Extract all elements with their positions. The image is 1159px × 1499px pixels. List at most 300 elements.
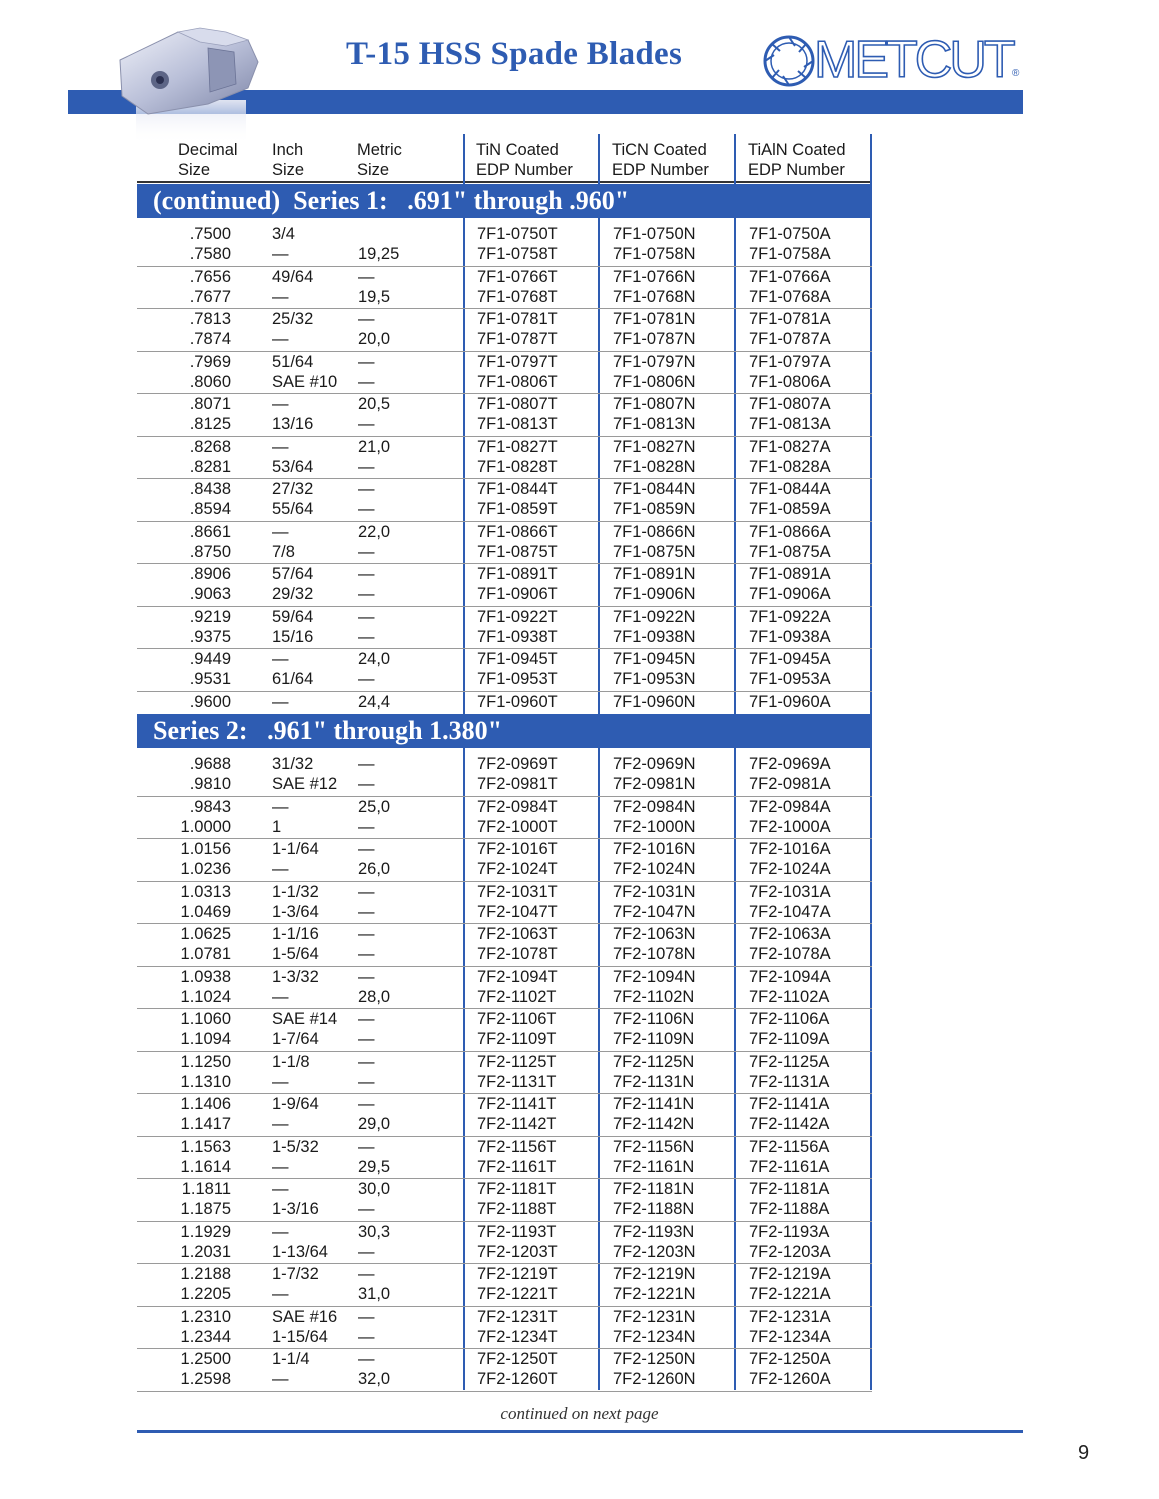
inch-size: 29/32 [272,585,314,603]
tin-edp: 7F2-1031T [477,882,558,901]
inch-size: 1-1/16 [272,925,319,943]
inch-size: 1-3/64 [272,902,319,921]
metric-size: — [358,627,375,646]
series-1-label: (continued) Series 1: .691" through .960" [153,186,630,215]
tialn-edp: 7F1-0797A [749,352,831,371]
inch-size: 7/8 [272,542,295,561]
metric-size: 28,0 [358,987,391,1006]
inch-size: SAE #14 [272,1010,338,1028]
ticn-edp: 7F2-1231N [613,1307,696,1326]
table-row [137,267,872,287]
table-row [137,924,872,944]
decimal-size: 1.0000 [180,817,231,836]
decimal-size: 1.0781 [180,945,231,963]
inch-size: — [272,650,289,668]
row-group [137,1009,872,1052]
inch-size: 1-1/32 [272,882,319,901]
inch-size: 1-3/16 [272,1200,319,1218]
decimal-size: 1.1417 [180,1115,231,1133]
ticn-edp: 7F2-1142N [613,1115,695,1133]
inch-size: — [272,522,289,541]
metric-size: — [358,1072,375,1091]
tialn-edp: 7F2-1109A [749,1030,830,1048]
ticn-edp: 7F2-1141N [613,1095,695,1113]
inch-size: 1-5/64 [272,945,319,963]
ticn-edp: 7F1-0827N [613,437,696,456]
decimal-size: 1.1875 [180,1200,231,1218]
tialn-edp: 7F2-0984A [749,797,831,816]
metric-size: — [358,1095,375,1113]
ticn-edp: 7F1-0797N [613,352,696,371]
metric-size: — [358,1052,375,1071]
row-group [137,649,872,692]
tialn-edp: 7F2-1231A [749,1307,831,1326]
inch-size: 53/64 [272,457,314,476]
tialn-edp: 7F2-1161A [749,1157,830,1176]
inch-size: 1-1/64 [272,840,319,858]
inch-size: — [272,1370,289,1388]
col-header-decimal: Decimal Size [178,141,238,179]
tialn-edp: 7F2-1131A [749,1072,830,1091]
tialn-edp: 7F1-0953A [749,670,831,688]
ticn-edp: 7F1-0828N [613,457,696,476]
tin-edp: 7F2-1181T [477,1180,557,1198]
tin-edp: 7F1-0938T [477,627,558,646]
row-group [137,882,872,925]
metric-size: — [358,817,375,836]
table-row [137,774,872,794]
ticn-edp: 7F1-0866N [613,522,696,541]
table-row [137,902,872,922]
decimal-size: 1.2188 [180,1265,231,1283]
ticn-edp: 7F1-0750N [613,225,696,243]
row-group [137,479,872,522]
decimal-size: 1.0236 [180,860,231,878]
inch-size: — [272,287,289,306]
ticn-edp: 7F2-1106N [613,1010,695,1028]
table-row [137,437,872,457]
tialn-edp: 7F2-1102A [749,987,830,1006]
ticn-edp: 7F2-0969N [613,755,696,773]
table-row [137,882,872,902]
inch-size: 13/16 [272,415,314,433]
inch-size: — [272,245,289,263]
decimal-size: 1.2598 [180,1370,231,1388]
tin-edp: 7F2-1078T [477,945,558,963]
ticn-edp: 7F2-1181N [613,1180,695,1198]
row-group [137,839,872,882]
metric-size: — [358,372,375,391]
decimal-size: 1.1094 [180,1030,231,1048]
ticn-edp: 7F1-0859N [613,500,696,518]
inch-size: — [272,797,289,816]
tin-edp: 7F1-0866T [477,522,558,541]
decimal-size: .9219 [189,607,231,626]
ticn-edp: 7F2-1063N [613,925,696,943]
row-group [137,1349,872,1392]
metric-size: — [358,1307,375,1326]
table-row [137,1029,872,1049]
table-row [137,564,872,584]
decimal-size: 1.1563 [180,1137,231,1156]
table-row [137,817,872,837]
ticn-edp: 7F1-0787N [613,330,696,348]
inch-size: — [272,692,289,711]
tialn-edp: 7F1-0875A [749,542,831,561]
ticn-edp: 7F2-1125N [613,1052,695,1071]
ticn-edp: 7F2-1094N [613,967,696,986]
decimal-size: 1.1811 [181,1180,231,1198]
table-row [137,607,872,627]
tialn-edp: 7F1-0828A [749,457,831,476]
ticn-edp: 7F1-0844N [613,480,696,498]
series-2-label: Series 2: .961" through 1.380" [153,716,503,745]
tin-edp: 7F2-1094T [477,967,558,986]
decimal-size: .7813 [189,310,231,328]
metric-size: — [358,1030,375,1048]
decimal-size: 1.2031 [180,1242,231,1261]
inch-size: 1-1/4 [272,1350,310,1368]
inch-size: — [272,330,289,348]
tin-edp: 7F2-1234T [477,1327,558,1346]
ticn-edp: 7F2-1102N [613,987,695,1006]
tin-edp: 7F1-0891T [477,565,558,583]
table-row [137,499,872,519]
table-row [137,414,872,434]
table-row [137,669,872,689]
tialn-edp: 7F2-0981A [749,775,831,793]
metric-size: — [358,882,375,901]
table-row [137,244,872,264]
metric-size: — [358,480,375,498]
ticn-edp: 7F2-1221N [613,1285,696,1303]
tialn-edp: 7F2-0969A [749,755,831,773]
inch-size: 1 [272,817,282,836]
registered-mark: ® [1012,68,1020,79]
row-group [137,1222,872,1265]
ticn-edp: 7F2-1078N [613,945,696,963]
tialn-edp: 7F1-0945A [749,650,831,668]
decimal-size: 1.2310 [180,1307,231,1326]
tialn-edp: 7F1-0787A [749,330,831,348]
tialn-edp: 7F2-1156A [749,1137,830,1156]
row-group [137,267,872,310]
tialn-edp: 7F1-0891A [749,565,831,583]
ticn-edp: 7F1-0766N [613,267,696,286]
tin-edp: 7F1-0844T [477,480,558,498]
tialn-edp: 7F2-1234A [749,1327,831,1346]
series-2-band [137,714,872,748]
page-number: 9 [1078,1442,1090,1464]
table-row [137,584,872,604]
tialn-edp: 7F1-0807A [749,395,831,413]
metcut-logo [762,32,1027,88]
decimal-size: .8438 [189,480,231,498]
decimal-size: .9531 [189,670,231,688]
decimal-size: 1.0469 [180,902,231,921]
tin-edp: 7F2-1125T [477,1052,557,1071]
row-group [137,1137,872,1180]
ticn-edp: 7F1-0768N [613,287,696,306]
inch-size: — [272,860,289,878]
tin-edp: 7F2-1000T [477,817,558,836]
ticn-edp: 7F2-1161N [613,1157,695,1176]
metric-size: — [358,500,375,518]
tialn-edp: 7F2-1219A [749,1265,831,1283]
table-row [137,967,872,987]
tin-edp: 7F1-0797T [477,352,558,371]
inch-size: 27/32 [272,480,314,498]
row-group [137,924,872,967]
tin-edp: 7F2-1193T [477,1222,557,1241]
tin-edp: 7F1-0750T [477,225,558,243]
metric-size: 25,0 [358,797,391,816]
decimal-size: .8661 [189,522,231,541]
tin-edp: 7F1-0806T [477,372,558,391]
tin-edp: 7F1-0875T [477,542,558,561]
tialn-edp: 7F1-0960A [749,692,831,711]
decimal-size: 1.2500 [180,1350,231,1368]
table-row [137,1307,872,1327]
tin-edp: 7F1-0807T [477,395,558,413]
inch-size: — [272,1180,289,1198]
header-rule [137,181,872,183]
tin-edp: 7F2-1156T [477,1137,557,1156]
col-header-inch: Inch Size [272,141,305,179]
tialn-edp: 7F1-0938A [749,627,831,646]
decimal-size: .7580 [189,245,231,263]
table-row [137,1009,872,1029]
inch-size: 1-1/8 [272,1052,310,1071]
metric-size: — [358,1350,375,1368]
table-row [137,1137,872,1157]
metric-size: — [358,565,375,583]
ticn-edp: 7F2-1156N [613,1137,695,1156]
tialn-edp: 7F1-0781A [749,310,831,328]
tialn-edp: 7F2-1181A [749,1180,830,1198]
brand-wordmark: METCUT [814,31,1013,89]
decimal-size: 1.2344 [180,1327,231,1346]
metric-size: — [358,945,375,963]
tin-edp: 7F2-1260T [477,1370,558,1388]
tin-edp: 7F2-1161T [477,1157,557,1176]
metric-size: — [358,775,375,793]
tin-edp: 7F1-0953T [477,670,558,688]
metric-size: — [358,542,375,561]
decimal-size: .7874 [189,330,231,348]
table-row [137,692,872,712]
inch-size: 1-15/64 [272,1327,328,1346]
tin-edp: 7F1-0827T [477,437,558,456]
metric-size: — [358,755,375,773]
ticn-edp: 7F2-1016N [613,840,696,858]
ticn-edp: 7F2-1250N [613,1350,696,1368]
tialn-edp: 7F2-1106A [749,1010,830,1028]
tialn-edp: 7F1-0866A [749,522,831,541]
inch-size: — [272,1072,289,1091]
tin-edp: 7F2-1047T [477,902,558,921]
ticn-edp: 7F1-0922N [613,607,696,626]
metric-size: 24,4 [358,692,391,711]
metric-size: — [358,352,375,371]
inch-size: — [272,1222,289,1241]
tialn-edp: 7F1-0906A [749,585,831,603]
page-title: T-15 HSS Spade Blades [346,36,683,72]
ticn-edp: 7F1-0875N [613,542,696,561]
tialn-edp: 7F2-1024A [749,860,831,878]
ticn-edp: 7F2-1188N [613,1200,695,1218]
row-group [137,754,872,797]
table-row [137,457,872,477]
table-row [137,797,872,817]
ticn-edp: 7F2-1031N [613,882,696,901]
ticn-edp: 7F1-0906N [613,585,696,603]
metric-size: — [358,670,375,688]
tin-edp: 7F1-0859T [477,500,558,518]
table-row [137,372,872,392]
row-group [137,1052,872,1095]
decimal-size: 1.1060 [180,1010,231,1028]
continued-note: continued on next page [500,1404,659,1423]
table-row [137,352,872,372]
table-row [137,987,872,1007]
tialn-edp: 7F1-0766A [749,267,831,286]
inch-size: 1-3/32 [272,967,319,986]
inch-size: SAE #10 [272,372,338,391]
footer-rule [137,1430,1023,1433]
ticn-edp: 7F1-0781N [613,310,696,328]
ticn-edp: 7F2-1260N [613,1370,696,1388]
tin-edp: 7F2-1188T [477,1200,557,1218]
metric-size: — [358,267,375,286]
decimal-size: .8594 [189,500,231,518]
table-row [137,329,872,349]
tialn-edp: 7F2-1141A [749,1095,830,1113]
metric-size: 19,5 [358,287,391,306]
decimal-size: .9843 [189,797,231,816]
metric-size: 29,5 [358,1157,391,1176]
table-row [137,1199,872,1219]
ticn-edp: 7F1-0806N [613,372,696,391]
tin-edp: 7F1-0828T [477,457,558,476]
ticn-edp: 7F1-0945N [613,650,696,668]
tialn-edp: 7F2-1188A [749,1200,830,1218]
tin-edp: 7F2-1106T [477,1010,557,1028]
row-group [137,1094,872,1137]
col-header-ticn: TiCN Coated EDP Number [612,141,709,179]
tin-edp: 7F1-0766T [477,267,558,286]
tin-edp: 7F2-1024T [477,860,558,878]
inch-size: 59/64 [272,607,314,626]
tialn-edp: 7F2-1094A [749,967,831,986]
decimal-size: .9063 [189,585,231,603]
metric-size: 30,3 [358,1222,391,1241]
metric-size: — [358,840,375,858]
tialn-edp: 7F1-0768A [749,287,831,306]
ticn-edp: 7F1-0938N [613,627,696,646]
decimal-size: .8750 [189,542,231,561]
tin-edp: 7F1-0768T [477,287,558,306]
metric-size: — [358,967,375,986]
series-1-band [137,184,872,218]
tialn-edp: 7F2-1193A [749,1222,830,1241]
ticn-edp: 7F2-0984N [613,797,696,816]
tialn-edp: 7F2-1203A [749,1242,831,1261]
decimal-size: 1.1310 [180,1072,231,1091]
decimal-size: .7500 [189,225,231,243]
metric-size: — [358,1137,375,1156]
metric-size: 19,25 [358,245,400,263]
decimal-size: 1.1614 [180,1157,231,1176]
tin-edp: 7F1-0758T [477,245,558,263]
tin-edp: 7F2-0984T [477,797,558,816]
decimal-size: .7656 [189,267,231,286]
table-row [137,1072,872,1092]
tin-edp: 7F2-1221T [477,1285,558,1303]
row-group [137,607,872,650]
metric-size: 32,0 [358,1370,391,1388]
tialn-edp: 7F1-0827A [749,437,831,456]
decimal-size: 1.0625 [180,925,231,943]
tin-edp: 7F2-1203T [477,1242,558,1261]
table-row [137,542,872,562]
ticn-edp: 7F2-0981N [613,775,696,793]
inch-size: — [272,395,289,413]
table-row [137,1369,872,1389]
table-row [137,1157,872,1177]
tin-edp: 7F2-1231T [477,1307,558,1326]
tialn-edp: 7F1-0844A [749,480,831,498]
table-row [137,1242,872,1262]
inch-size: 15/16 [272,627,314,646]
ticn-edp: 7F2-1234N [613,1327,696,1346]
inch-size: 55/64 [272,500,314,518]
tialn-edp: 7F2-1125A [749,1052,830,1071]
metric-size: — [358,1242,375,1261]
tialn-edp: 7F2-1142A [749,1115,830,1133]
row-group [137,224,872,267]
row-group [137,394,872,437]
inch-size: — [272,987,289,1006]
ticn-edp: 7F2-1193N [613,1222,695,1241]
tin-edp: 7F2-1141T [477,1095,557,1113]
row-group [137,1179,872,1222]
metric-size: — [358,925,375,943]
tin-edp: 7F2-1250T [477,1350,558,1368]
table-row [137,944,872,964]
inch-size: — [272,1157,289,1176]
decimal-size: 1.0313 [180,882,231,901]
ticn-edp: 7F1-0891N [613,565,696,583]
metric-size: 31,0 [358,1285,391,1303]
row-group [137,352,872,395]
table-row [137,1349,872,1369]
table-row [137,287,872,307]
series-2-rows [137,754,872,1392]
tialn-edp: 7F1-0859A [749,500,831,518]
inch-size: 1-5/32 [272,1137,319,1156]
inch-size: 49/64 [272,267,314,286]
tialn-edp: 7F2-1063A [749,925,831,943]
decimal-size: .9449 [189,650,231,668]
inch-size: 57/64 [272,565,314,583]
tin-edp: 7F2-1131T [477,1072,557,1091]
row-group [137,564,872,607]
ticn-edp: 7F1-0813N [613,415,696,433]
metric-size: — [358,1327,375,1346]
tin-edp: 7F2-0969T [477,755,558,773]
table-row [137,859,872,879]
